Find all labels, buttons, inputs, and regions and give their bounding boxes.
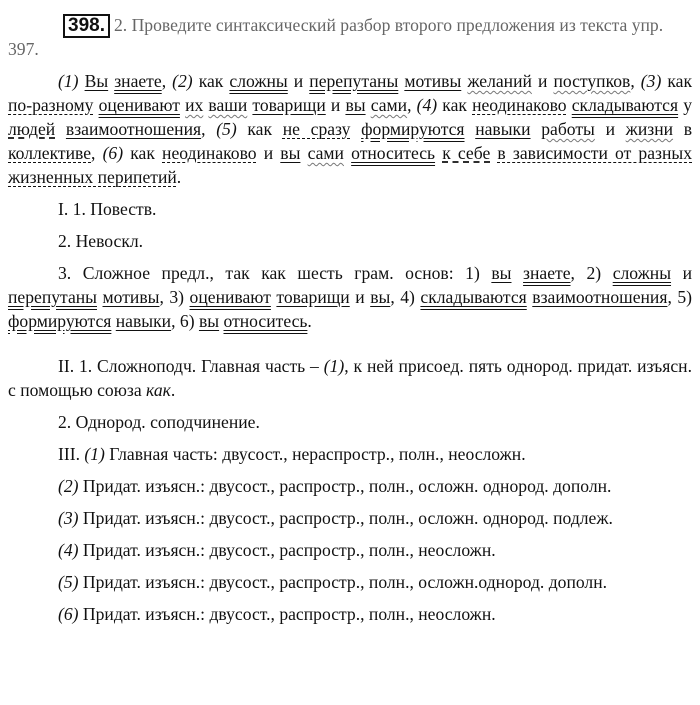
attribute-word: сами xyxy=(307,143,344,163)
paragraph: (4) Придат. изъясн.: двусост., распростр., полн., неосложн. xyxy=(58,540,496,560)
subject-word: Вы xyxy=(84,71,109,91)
italic-marker-word: (3) xyxy=(58,508,79,528)
subject-word: товарищи xyxy=(276,287,350,307)
subject-word: вы xyxy=(345,95,366,115)
predicate-word: перепутаны xyxy=(8,287,97,307)
predicate-word: знаете xyxy=(523,263,571,283)
subject-word: взаимоотношения xyxy=(532,287,668,307)
subject-word: вы xyxy=(491,263,512,283)
exercise-header xyxy=(8,14,692,61)
answer-body xyxy=(8,69,692,626)
italic-marker-word: (2) xyxy=(172,71,193,91)
italic-marker-word: (3) xyxy=(640,71,662,91)
predicate-word: сложны xyxy=(612,263,672,283)
subject-word: мотивы xyxy=(404,71,462,91)
adverbial-word: коллективе xyxy=(8,143,92,163)
italic-marker-word: (1) xyxy=(58,71,79,91)
italic-marker-word: (1) xyxy=(84,444,105,464)
predicate-word: складываются xyxy=(571,95,679,115)
italic-marker-word: как xyxy=(146,380,171,400)
attribute-word: сами xyxy=(370,95,408,115)
paragraph: (1) Вы знаете, (2) как сложны и перепутаны мотивы желаний и поступков, (3) как по-разному оценивают их ваши товарищи и вы сами, (4) как неодинаково складываются у людей взаимоотношения, (5) как не сразу формируются навыки работы и жизни в коллективе, (6) как неодинаково и вы сами относитесь к себе в зависимости от разных жизненных перипетий. xyxy=(8,71,693,187)
subject-word: вы xyxy=(280,143,301,163)
italic-marker-word: (4) xyxy=(416,95,438,115)
predicate-word: относитесь xyxy=(351,143,436,163)
adverbial-word: в зависимости от разных жизненных перипетий xyxy=(8,143,693,187)
subject-word: товарищи xyxy=(252,95,326,115)
predicate-word: относитесь xyxy=(223,311,308,331)
predicate-word: перепутаны xyxy=(309,71,399,91)
paragraph: III. (1) Главная часть: двусост., нераспростр., полн., неосложн. xyxy=(58,444,526,464)
predicate-word: знаете xyxy=(114,71,162,91)
subject-word: взаимоотношения xyxy=(65,119,202,139)
attribute-word: ваши xyxy=(208,95,248,115)
paragraph: (5) Придат. изъясн.: двусост., распростр., полн., осложн.однород. дополн. xyxy=(58,572,608,592)
object-word: людей xyxy=(8,119,56,139)
paragraph: (2) Придат. изъясн.: двусост., распростр., полн., осложн. однород. дополн. xyxy=(58,476,612,496)
subject-word: вы xyxy=(370,287,391,307)
italic-marker-word: (4) xyxy=(58,540,79,560)
predicate-word: оценивают xyxy=(189,287,271,307)
adverbial-word: неодинаково xyxy=(472,95,567,115)
attribute-word: их xyxy=(185,95,204,115)
predicate-word: формируются xyxy=(361,119,465,139)
italic-marker-word: (6) xyxy=(58,604,79,624)
attribute-word: работы xyxy=(541,119,595,139)
italic-marker-word: (2) xyxy=(58,476,79,496)
italic-marker-word: (5) xyxy=(58,572,79,592)
subject-word: навыки xyxy=(115,311,172,331)
predicate-word: складываются xyxy=(420,287,527,307)
subject-word: вы xyxy=(198,311,220,331)
subject-word: навыки xyxy=(475,119,531,139)
exercise-number: 398. xyxy=(63,14,110,38)
paragraph: II. 1. Сложноподч. Главная часть – (1), к ней присоед. пять однород. придат. изъясн. с помощью союза как. xyxy=(8,356,692,400)
predicate-word: оценивают xyxy=(98,95,180,115)
exercise-task: 2. Проведите синтаксический разбор второго предложения из текста упр. 397. xyxy=(8,15,664,59)
predicate-word: формируются xyxy=(8,311,112,331)
attribute-word: поступков xyxy=(553,71,631,91)
paragraph: I. 1. Повеств. xyxy=(58,199,157,219)
paragraph: 3. Сложное предл., так как шесть грам. основ: 1) вы знаете, 2) сложны и перепутаны мотивы, 3) оценивают товарищи и вы, 4) складываются взаимоотношения, 5) формируются навыки, 6) вы относитесь. xyxy=(8,263,693,331)
adverbial-word: по-разному xyxy=(8,95,94,115)
predicate-word: сложны xyxy=(229,71,288,91)
italic-marker-word: (6) xyxy=(102,143,124,163)
italic-marker-word: (5) xyxy=(216,119,237,139)
object-word: к себе xyxy=(442,143,491,163)
attribute-word: жизни xyxy=(625,119,674,139)
paragraph: 2. Невоскл. xyxy=(58,231,144,251)
paragraph: (3) Придат. изъясн.: двусост., распростр., полн., осложн. однород. подлеж. xyxy=(58,508,613,528)
adverbial-word: неодинаково xyxy=(162,143,257,163)
paragraph: (6) Придат. изъясн.: двусост., распростр., полн., неосложн. xyxy=(58,604,496,624)
adverbial-word: не сразу xyxy=(282,119,351,139)
attribute-word: желаний xyxy=(467,71,532,91)
paragraph: 2. Однород. соподчинение. xyxy=(58,412,260,432)
subject-word: мотивы xyxy=(102,287,160,307)
italic-marker-word: (1) xyxy=(323,356,345,376)
